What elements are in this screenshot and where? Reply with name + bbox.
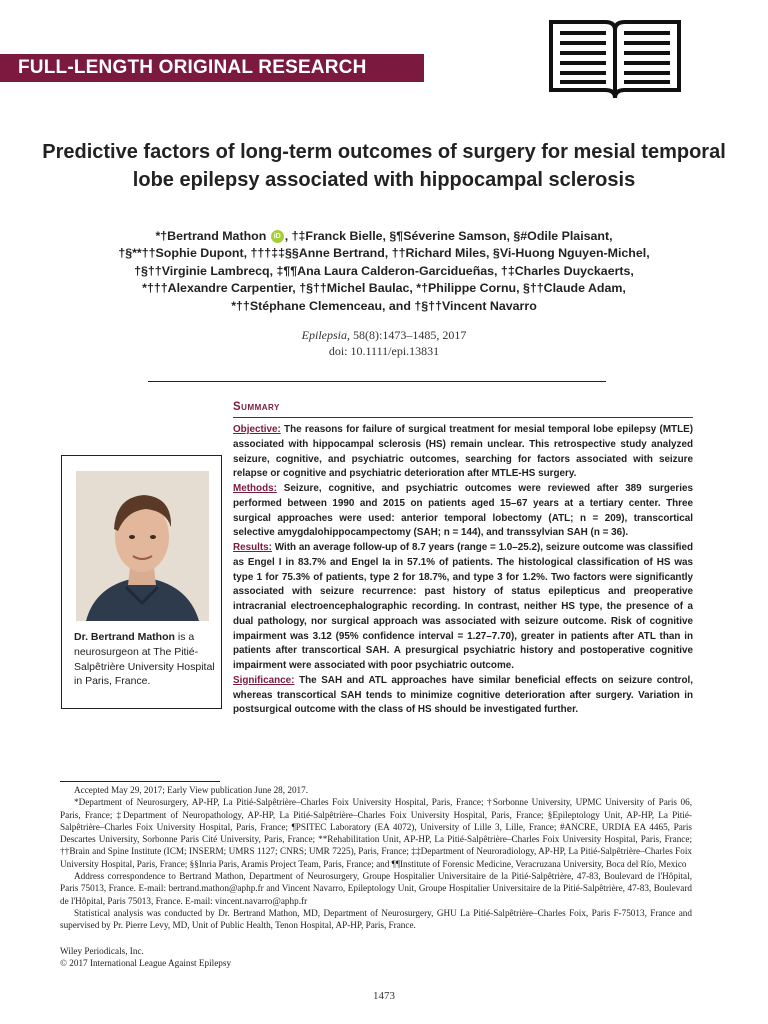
abstract-significance: Significance: The SAH and ATL approaches have similar beneficial effects on seizure control, whereas transcortical SAH tends to minimize cognitive deterioration after surgery. Variation in postsurgical outcome with the class of HS should be investigated further. bbox=[233, 674, 693, 716]
abstract-objective: Objective: The reasons for failure of surgical treatment for mesial temporal lobe epilepsy (MTLE) associated with hippocampal sclerosis (HS) remain unclear. This retrospective study analyzed seizure, cognitive, and psychiatric outcomes, searching for factors associated with seizure relapse or cognitive and psychiatric deterioration after MTLE-HS surgery. bbox=[233, 424, 693, 480]
footnote-divider bbox=[60, 781, 220, 782]
publisher-info bbox=[60, 945, 692, 970]
abstract-methods: Methods: Seizure, cognitive, and psychiatric outcomes were reviewed after 389 surgeries performed between 1990 and 2015 on patients aged 15–67 years at a tertiary center. Three surgical approaches were used: anterior temporal lobectomy (ATL; n = 209), transcortical selective amygdalohippocampectomy (SAH; n = 144), and transsylvian SAH (n = 36). bbox=[233, 483, 693, 539]
accepted-date: Accepted May 29, 2017; Early View publication June 28, 2017. bbox=[74, 785, 309, 795]
author-line-5: *††Stéphane Clemenceau, and †§††Vincent Navarro bbox=[231, 298, 537, 313]
orcid-icon[interactable]: iD bbox=[271, 230, 284, 243]
correspondence: Address correspondence to Bertrand Mathon, Department of Neurosurgery, Groupe Hospitalier Universitaire de la Pitié-Salpêtrière, 47-83, Boulevard de l'Hôpital, Paris 75013, France. E-mail: bertrand.mathon@aphp.fr and Vincent Navarro, Epileptology Unit, Groupe Hospitalier Universitaire de la Pitié-Salpêtrière, 47-83, Boulevard de l'Hôpital, Paris 75013, France. E-mail: vincent.navarro@aphp.fr bbox=[60, 871, 692, 906]
article-title: Predictive factors of long-term outcomes of surgery for mesial temporal lobe epilepsy associated with hippocampal sclerosis bbox=[42, 141, 726, 191]
author-bio: Dr. Bertrand Mathon is a neurosurgeon at The Pitié-Salpêtrière University Hospital in Paris, France. bbox=[74, 631, 215, 688]
journal-name: Epilepsia bbox=[301, 328, 347, 342]
statistics-note: Statistical analysis was conducted by Dr. Bertrand Mathon, MD, Department of Neurosurgery, GHU La Pitié-Salpêtrière–Charles Foix, Paris F-75013, France and supervised by Pr. Pierre Levy, MD, Unit of Public Health, Tenon Hospital, AP-HP, Paris, France. bbox=[60, 907, 692, 931]
footnotes bbox=[60, 784, 692, 932]
divider bbox=[148, 381, 606, 382]
publisher: Wiley Periodicals, Inc. bbox=[60, 946, 144, 956]
doi[interactable]: doi: 10.1111/epi.13831 bbox=[328, 344, 440, 358]
abstract-results: Results: With an average follow-up of 8.7 years (range = 1.0–25.2), seizure outcome was classified as Engel I in 83.7% and Engel Ia in 57.1% of patients. The histological classification of HS was type 1 for 75.3% of patients, type 2 for 18.7%, and type 3 for 1.2%. Two factors were significantly associated with seizure recurrence: past history of status epilepticus and preoperative intracranial electroencephalographic recording. In contrast, neither HS type, the presence of a dual pathology, nor surgical approach was associated with seizure outcome. Risk of cognitive impairment was 3.12 (95% confidence interval = 1.27–7.70), greater in patients after ATL than in patients after transcortical SAH. A presurgical psychiatric history and postoperative cognitive impairment were associated with poor psychiatric outcome. bbox=[233, 542, 693, 671]
page-number: 1473 bbox=[373, 990, 395, 1002]
bio-author-name: Dr. Bertrand Mathon bbox=[74, 631, 175, 643]
author-list bbox=[40, 228, 728, 315]
author-mathon[interactable]: *†Bertrand Mathon bbox=[155, 229, 267, 243]
open-book-icon bbox=[548, 18, 682, 100]
affiliations: *Department of Neurosurgery, AP-HP, La Pitié-Salpêtrière–Charles Foix University Hospital, Paris, France; †Sorbonne University, UPMC University of Paris 06, Paris, France; ‡Department of Neuropathology, AP-HP, La Pitié-Salpêtrière–Charles Foix University Hospital, Paris, France; §Epileptology Unit, AP-HP, La Pitié-Salpêtrière–Charles Foix University Hospital, Paris, France; ¶PSITEC Laboratory (EA 4072), University of Lille 3, Lille, France; #ANCRE, URDIA EA 4465, Paris Descartes University, Sorbonne Paris Cité University, Paris, France; **Rehabilitation Unit, AP-HP, La Pitié-Salpêtrière–Charles Foix University Hospital, Paris, France; ††Brain and Spine Institute (ICM; INSERM; UMRS 1127; CNRS; UMR 7225), Paris, France; ‡‡Department of Neuroradiology, AP-HP, La Pitié-Salpêtrière–Charles Foix University Hospital, Paris, France; §§Inria Paris, Aramis Project Team, Paris, France; and ¶¶Institute of Forensic Medicine, Veracruzana University, Boca del Río, Mexico bbox=[60, 797, 692, 869]
citation-details: , 58(8):1473–1485, 2017 bbox=[347, 328, 467, 342]
summary-heading: Summary bbox=[233, 401, 280, 413]
article-type-banner: FULL-LENGTH ORIGINAL RESEARCH bbox=[0, 54, 424, 82]
copyright: © 2017 International League Against Epilepsy bbox=[60, 958, 232, 969]
summary-divider bbox=[233, 417, 693, 418]
author-bio-box bbox=[61, 455, 222, 709]
author-line-4: *†††Alexandre Carpentier, †§††Michel Baulac, *†Philippe Cornu, §††Claude Adam, bbox=[142, 281, 626, 296]
citation bbox=[40, 327, 728, 359]
abstract bbox=[233, 423, 693, 718]
author-photo bbox=[76, 471, 209, 621]
author-line-3: †§††Virginie Lambrecq, ‡¶¶Ana Laura Calderon-Garcidueñas, †‡Charles Duyckaerts, bbox=[134, 263, 634, 278]
author-line-2: †§**††Sophie Dupont, †††‡‡§§Anne Bertrand, ††Richard Miles, §Vi-Huong Nguyen-Michel, bbox=[118, 246, 650, 261]
author-line-1: *†Bertrand Mathon iD , †‡Franck Bielle, §¶Séverine Samson, §#Odile Plaisant, bbox=[155, 229, 613, 243]
